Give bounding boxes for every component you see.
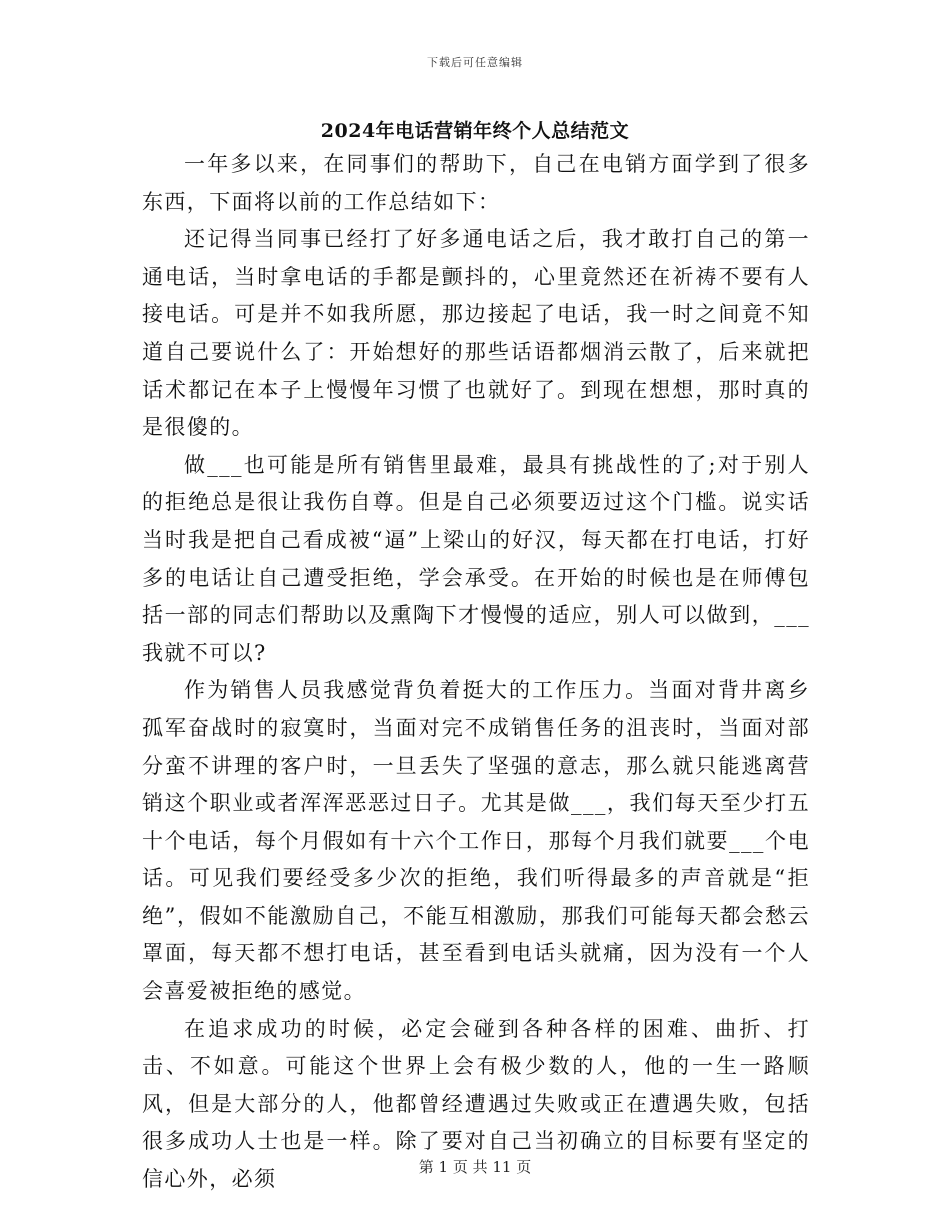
paragraph-5: 在追求成功的时候，必定会碰到各种各样的困难、曲折、打击、不如意。可能这个世界上会有极少数的人，他的一生一路顺风，但是大部分的人，他都曾经遭遇过失败或正在遭遇失败，包括很多成功人士也是一样。除了要对自己当初确立的目标要有坚定的信心外，必须 bbox=[142, 1016, 810, 1192]
document-body bbox=[142, 146, 810, 1199]
paragraph-3: 做___也可能是所有销售里最难，最具有挑战性的了;对于别人的拒绝总是很让我伤自尊。但是自己必须要迈过这个门槛。说实话当时我是把自己看成被“逼”上梁山的好汉，每天都在打电话，打好多的电话让自己遭受拒绝，学会承受。在开始的时候也是在师傅包括一部的同志们帮助以及熏陶下才慢慢的适应，别人可以做到，___我就不可以? bbox=[142, 452, 810, 665]
header-note: 下载后可任意编辑 bbox=[427, 56, 523, 69]
document-title: 2024年电话营销年终个人总结范文 bbox=[320, 120, 630, 142]
paragraph-1: 一年多以来，在同事们的帮助下，自己在电销方面学到了很多东西，下面将以前的工作总结如下： bbox=[142, 152, 810, 214]
paragraph-4: 作为销售人员我感觉背负着挺大的工作压力。当面对背井离乡孤军奋战时的寂寞时，当面对完不成销售任务的沮丧时，当面对部分蛮不讲理的客户时，一旦丢失了坚强的意志，那么就只能逃离营销这个职业或者浑浑恶恶过日子。尤其是做___，我们每天至少打五十个电话，每个月假如有十六个工作日，那每个月我们就要___个电话。可见我们要经受多少次的拒绝，我们听得最多的声音就是“拒绝”，假如不能激励自己，不能互相激励，那我们可能每天都会愁云罩面，每天都不想打电话，甚至看到电话头就痛，因为没有一个人会喜爱被拒绝的感觉。 bbox=[142, 678, 810, 1004]
page-indicator: 第 1 页 共 11 页 bbox=[418, 1158, 532, 1176]
paragraph-2: 还记得当同事已经打了好多通电话之后，我才敢打自己的第一通电话，当时拿电话的手都是颤抖的，心里竟然还在祈祷不要有人接电话。可是并不如我所愿，那边接起了电话，我一时之间竟不知道自己要说什么了：开始想好的那些话语都烟消云散了，后来就把话术都记在本子上慢慢年习惯了也就好了。到现在想想，那时真的是很傻的。 bbox=[142, 227, 810, 440]
